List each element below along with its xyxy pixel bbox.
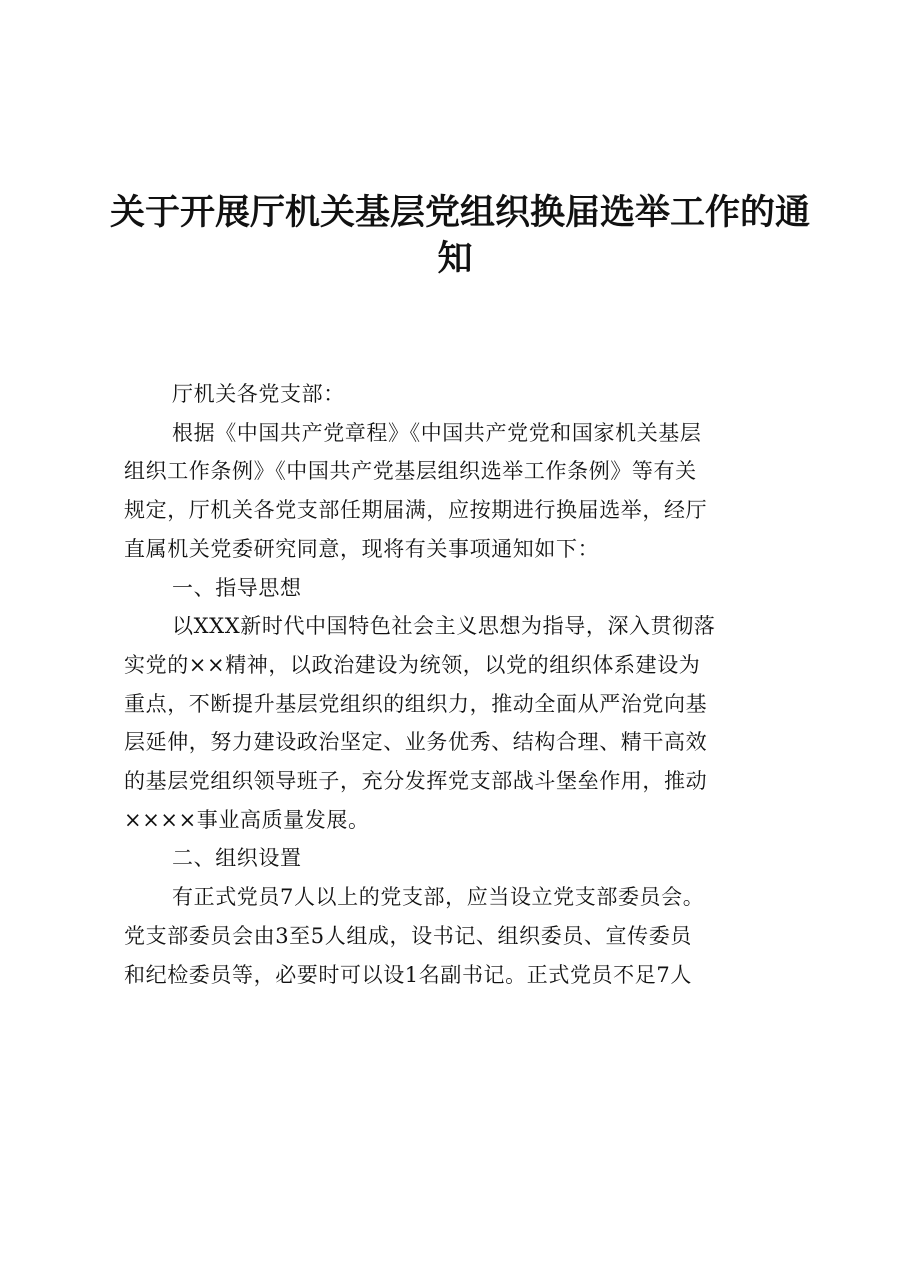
- document-title: [110, 190, 811, 282]
- section1-paragraph: [124, 607, 796, 839]
- title-line-1: 关于开展厅机关基层党组织换届选举工作的通: [110, 192, 811, 233]
- section1-line-6: ××××事业高质量发展。: [124, 807, 370, 832]
- section1-line-3: 重点，不断提升基层党组织的组织力，推动全面从严治党向基: [124, 691, 708, 716]
- section2-heading-text: 二、组织设置: [172, 846, 302, 871]
- section2-paragraph: [124, 878, 796, 994]
- intro-line-2: 组织工作条例》《中国共产党基层组织选举工作条例》等有关: [124, 459, 697, 484]
- section1-heading-text: 一、指导思想: [172, 575, 302, 600]
- intro-line-4: 直属机关党委研究同意，现将有关事项通知如下：: [124, 536, 600, 561]
- title-line-2: 知: [437, 238, 473, 279]
- section2-line-2: 党支部委员会由3至5人组成，设书记、组织委员、宣传委员: [124, 923, 692, 948]
- section2-line-3: 和纪检委员等，必要时可以设1名副书记。正式党员不足7人: [124, 962, 692, 987]
- section1-line-5: 的基层党组织领导班子，充分发挥党支部战斗堡垒作用，推动: [124, 769, 708, 794]
- section1-line-4: 层延伸，努力建设政治坚定、业务优秀、结构合理、精干高效: [124, 730, 708, 755]
- document-body: [124, 375, 796, 994]
- section-heading-guiding-ideology: [124, 569, 796, 608]
- section2-line-1: 有正式党员7人以上的党支部，应当设立党支部委员会。: [172, 885, 705, 910]
- intro-paragraph: [124, 414, 796, 569]
- section-heading-organization-setup: [124, 839, 796, 878]
- intro-line-1: 根据《中国共产党章程》《中国共产党党和国家机关基层: [172, 420, 702, 445]
- section1-line-1: 以XXX新时代中国特色社会主义思想为指导，深入贯彻落: [172, 614, 716, 639]
- salutation-text: 厅机关各党支部：: [172, 382, 345, 406]
- intro-line-3: 规定，厅机关各党支部任期届满，应按期进行换届选举，经厅: [124, 498, 708, 523]
- section1-line-2: 实党的××精神，以政治建设为统领，以党的组织体系建设为: [124, 652, 701, 677]
- salutation: [124, 375, 796, 414]
